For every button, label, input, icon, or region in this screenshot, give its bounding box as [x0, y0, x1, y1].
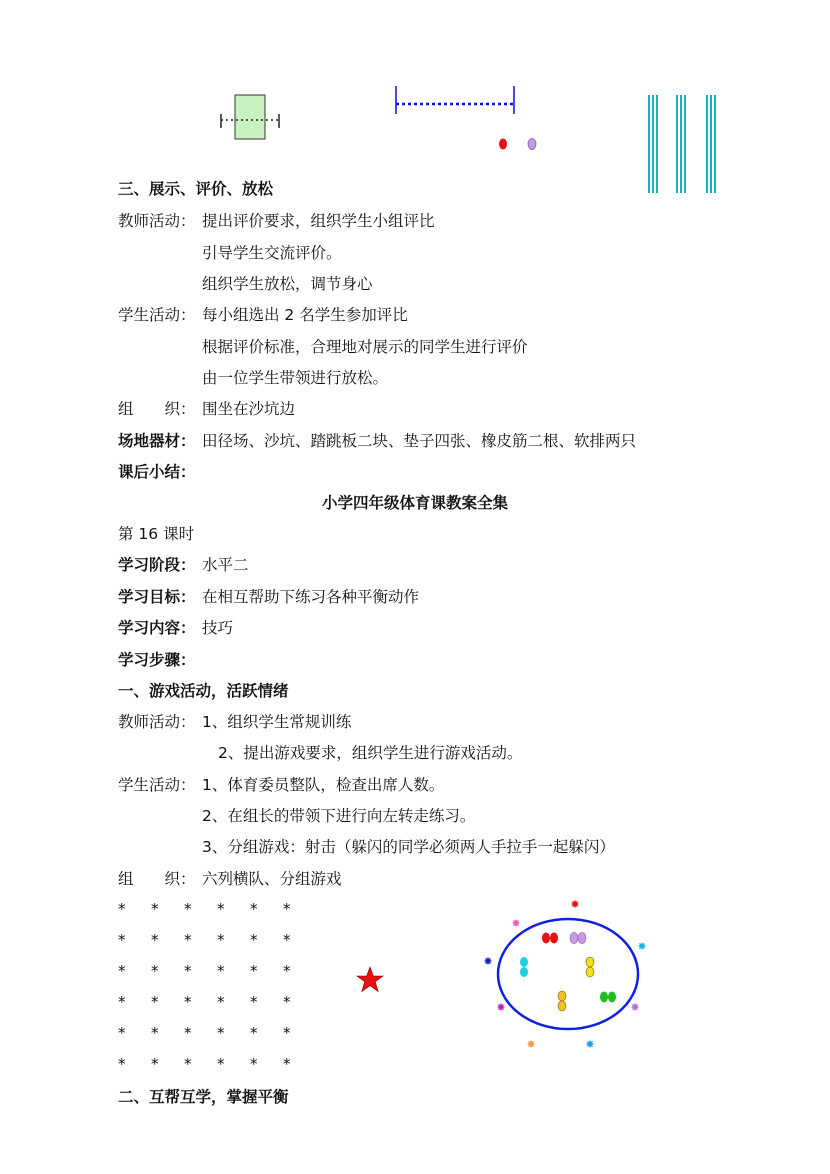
teal-lines [645, 95, 720, 195]
play-area-ellipse [498, 919, 638, 1029]
formation-marker: * [118, 931, 126, 949]
formation-row [118, 993, 316, 1011]
burst-icon: ✸ [526, 1038, 536, 1051]
content-label: 学习内容： [118, 619, 196, 637]
burst-icon: ✸ [483, 955, 493, 968]
formation-marker: * [283, 993, 291, 1011]
player-pair-orange [558, 991, 566, 1011]
section3-org-label: 组 织： [118, 400, 196, 418]
formation-marker: * [151, 1024, 159, 1042]
section3-student-item: 根据评价标准，合理地对展示的同学生进行评价 [202, 338, 528, 356]
formation-row [118, 1024, 316, 1042]
section3-student-item: 由一位学生带领进行放松。 [202, 369, 389, 387]
formation-marker: * [250, 993, 258, 1011]
equipment-text: 田径场、沙坑、踏跳板二块、垫子四张、橡皮筋二根、软排两只 [202, 432, 637, 450]
dodge-circle-diagram [478, 892, 656, 1056]
formation-marker: * [217, 993, 225, 1011]
formation-marker: * [250, 1055, 258, 1073]
section3-student-label: 学生活动： [118, 306, 196, 324]
burst-icon: ✸ [585, 1038, 595, 1051]
formation-marker: * [250, 900, 258, 918]
formation-marker: * [151, 900, 159, 918]
top-diagram-box [215, 90, 285, 142]
section2-heading: 二、互帮互学，掌握平衡 [118, 1088, 289, 1106]
formation-marker: * [151, 962, 159, 980]
section3-teacher-item: 提出评价要求，组织学生小组评比 [202, 212, 435, 230]
player-pair-cyan [520, 957, 528, 977]
formation-marker: * [217, 962, 225, 980]
formation-row [118, 962, 316, 980]
section3-heading: 三、展示、评价、放松 [118, 180, 274, 198]
formation-marker: * [283, 931, 291, 949]
section1-heading: 一、游戏活动，活跃情绪 [118, 682, 289, 700]
red-star-icon [356, 966, 384, 993]
formation-marker: * [250, 1024, 258, 1042]
formation-row [118, 900, 316, 918]
burst-icon: ✸ [630, 1001, 640, 1014]
section1-teacher-item: 2、提出游戏要求，组织学生进行游戏活动。 [218, 744, 523, 762]
formation-marker: * [118, 1055, 126, 1073]
red-ball [499, 139, 507, 150]
summary-label: 课后小结： [118, 463, 196, 481]
lesson-period: 第 16 课时 [118, 525, 195, 543]
goal-value: 在相互帮助下练习各种平衡动作 [202, 588, 420, 606]
formation-row [118, 1055, 316, 1073]
formation-marker: * [151, 1055, 159, 1073]
formation-row [118, 931, 316, 949]
section3-org-text: 围坐在沙坑边 [202, 400, 296, 418]
section1-student-item: 1、体育委员整队，检查出席人数。 [202, 776, 445, 794]
formation-marker: * [118, 962, 126, 980]
player-pair-green [600, 992, 616, 1003]
section1-student-item: 2、在组长的带领下进行向左转走练习。 [202, 807, 476, 825]
formation-marker: * [283, 1024, 291, 1042]
formation-marker: * [151, 931, 159, 949]
player-pair-yellow [586, 957, 594, 977]
formation-marker: * [250, 931, 258, 949]
formation-marker: * [217, 931, 225, 949]
section3-teacher-item: 组织学生放松，调节身心 [202, 275, 373, 293]
formation-marker: * [184, 900, 192, 918]
goal-label: 学习目标： [118, 588, 196, 606]
section1-student-label: 学生活动： [118, 776, 196, 794]
formation-marker: * [283, 1055, 291, 1073]
formation-marker: * [184, 962, 192, 980]
burst-icon: ✸ [637, 940, 647, 953]
formation-marker: * [184, 1024, 192, 1042]
section3-teacher-item: 引导学生交流评价。 [202, 244, 342, 262]
player-pair-red [542, 933, 558, 944]
player-pair-purple [570, 933, 586, 944]
burst-icon: ✸ [511, 917, 521, 930]
formation-marker: * [118, 993, 126, 1011]
burst-icon: ✸ [570, 898, 580, 911]
section3-student-item: 每小组选出 2 名学生参加评比 [202, 306, 408, 324]
stage-value: 水平二 [202, 556, 249, 574]
formation-marker: * [283, 900, 291, 918]
formation-marker: * [184, 931, 192, 949]
top-diagram-rope [390, 82, 550, 154]
section1-teacher-item: 1、组织学生常规训练 [202, 713, 352, 731]
formation-marker: * [217, 900, 225, 918]
content-value: 技巧 [202, 619, 234, 637]
burst-icon: ✸ [496, 1001, 506, 1014]
section1-org-label: 组 织： [118, 870, 196, 888]
formation-marker: * [217, 1024, 225, 1042]
formation-marker: * [283, 962, 291, 980]
green-mat [235, 95, 265, 139]
section1-org-text: 六列横队、分组游戏 [202, 870, 342, 888]
stage-label: 学习阶段： [118, 556, 196, 574]
section1-student-item: 3、分组游戏：射击（躲闪的同学必须两人手拉手一起躲闪） [202, 838, 615, 856]
formation-marker: * [118, 900, 126, 918]
section3-teacher-label: 教师活动： [118, 212, 196, 230]
purple-ball [528, 139, 536, 150]
formation-marker: * [118, 1024, 126, 1042]
formation-marker: * [250, 962, 258, 980]
formation-marker: * [184, 993, 192, 1011]
equipment-label: 场地器材： [118, 432, 196, 450]
section1-teacher-label: 教师活动： [118, 713, 196, 731]
formation-marker: * [217, 1055, 225, 1073]
formation-marker: * [184, 1055, 192, 1073]
doc-title: 小学四年级体育课教案全集 [321, 494, 508, 512]
steps-label: 学习步骤： [118, 651, 196, 669]
formation-marker: * [151, 993, 159, 1011]
